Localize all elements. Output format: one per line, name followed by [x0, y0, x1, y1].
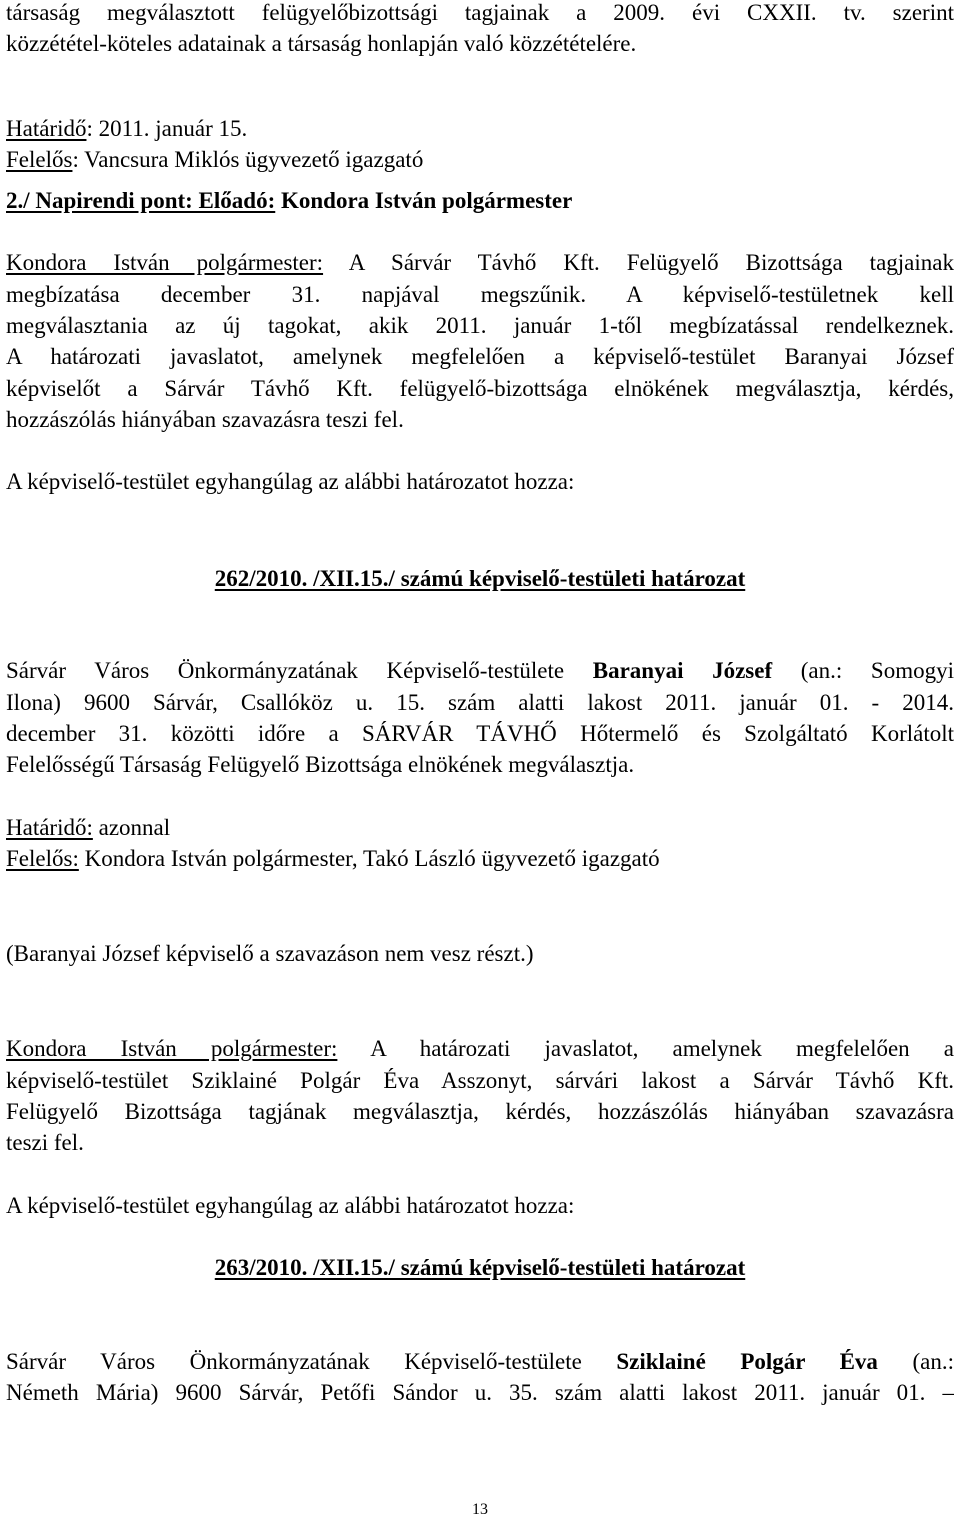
responsible-1: [6, 144, 954, 175]
deadline-2: [6, 812, 954, 843]
responsible-value: : Vancsura Miklós ügyvezető igazgató: [72, 147, 424, 172]
resolution1-line-4: Felelősségű Társaság Felügyelő Bizottsága elnökének megválasztja.: [6, 752, 635, 777]
speech1-line-3: megválasztania az új tagokat, akik 2011. január 1-től megbízatással rendelkeznek.: [6, 313, 954, 338]
speech1-line-4: A határozati javaslatot, amelynek megfelelően a képviselő-testület Baranyai József: [6, 344, 954, 369]
speech2-line-1: [6, 1033, 954, 1064]
agenda-heading: [6, 185, 954, 216]
resolution1-line1-pre: Sárvár Város Önkormányzatának Képviselő-testülete: [6, 658, 593, 683]
resolution1-title: 262/2010. /XII.15./ számú képviselő-testületi határozat: [214, 566, 746, 591]
speech2-speaker: Kondora István polgármester:: [6, 1036, 338, 1061]
responsible2-label: Felelős:: [6, 846, 79, 871]
agenda-title: 2./ Napirendi pont: Előadó:: [6, 188, 276, 213]
speech2-line-2: képviselő-testület Sziklainé Polgár Éva Asszonyt, sárvári lakost a Sárvár Távhő Kft.: [6, 1068, 954, 1093]
deadline-value: : 2011. január 15.: [86, 116, 248, 141]
speech2-line-3: Felügyelő Bizottsága tagjának megválasztja, kérdés, hozzászólás hiányában szavazásra: [6, 1099, 954, 1124]
intro-line-1: társaság megválasztott felügyelőbizottsági tagjainak a 2009. évi CXXII. tv. szerint: [6, 0, 954, 25]
speech2-line1-rest: A határozati javaslatot, amelynek megfelelően a: [337, 1036, 954, 1061]
resolution1-line1-post: (an.: Somogyi: [772, 658, 954, 683]
agenda-speaker: Kondora István polgármester: [275, 188, 573, 213]
speech1-line-6: hozzászólás hiányában szavazásra teszi fel.: [6, 407, 404, 432]
speech1-line1-rest: A Sárvár Távhő Kft. Felügyelő Bizottsága tagjainak: [323, 250, 954, 275]
resolution2-line-1: [6, 1346, 954, 1377]
resolution1-line-2: Ilona) 9600 Sárvár, Csallóköz u. 15. szám alatti lakost 2011. január 01. - 2014.: [6, 690, 954, 715]
deadline2-value: azonnal: [92, 815, 171, 840]
resolution1-line-1: [6, 655, 954, 686]
intro-line-2: közzététel-köteles adatainak a társaság honlapján való közzétételére.: [6, 31, 637, 56]
responsible-2: [6, 843, 954, 874]
speech1-line-5: képviselőt a Sárvár Távhő Kft. felügyelő-bizottsága elnökének megválasztja, kérdés,: [6, 376, 954, 401]
abstention-note: (Baranyai József képviselő a szavazáson nem vesz részt.): [6, 941, 534, 966]
vote-statement-1: A képviselő-testület egyhangúlag az alábbi határozatot hozza:: [6, 469, 575, 494]
speech1-line-1: [6, 247, 954, 278]
responsible-label: Felelős: [6, 147, 73, 172]
deadline2-label: Határidő:: [6, 815, 93, 840]
vote-statement-2: A képviselő-testület egyhangúlag az alábbi határozatot hozza:: [6, 1193, 575, 1218]
resolution2-title: 263/2010. /XII.15./ számú képviselő-testületi határozat: [214, 1255, 746, 1280]
speech1-line-2: megbízatása december 31. napjával megszűnik. A képviselő-testületnek kell: [6, 282, 954, 307]
responsible2-value: Kondora István polgármester, Takó László ügyvezető igazgató: [78, 846, 660, 871]
resolution1-person-name: Baranyai József: [592, 658, 773, 683]
resolution2-line-2: Németh Mária) 9600 Sárvár, Petőfi Sándor u. 35. szám alatti lakost 2011. január 01. –: [6, 1380, 954, 1405]
deadline-label: Határidő: [6, 116, 87, 141]
resolution2-line1-post: (an.:: [877, 1349, 954, 1374]
resolution2-person-name: Sziklainé Polgár Éva: [616, 1349, 878, 1374]
speech1-speaker: Kondora István polgármester:: [6, 250, 324, 275]
resolution2-line1-pre: Sárvár Város Önkormányzatának Képviselő-testülete: [6, 1349, 617, 1374]
resolution1-line-3: december 31. közötti időre a SÁRVÁR TÁVHŐ Hőtermelő és Szolgáltató Korlátolt: [6, 721, 954, 746]
page-number: 13: [472, 1501, 488, 1518]
speech2-line-4: teszi fel.: [6, 1130, 84, 1155]
deadline-1: [6, 113, 954, 144]
